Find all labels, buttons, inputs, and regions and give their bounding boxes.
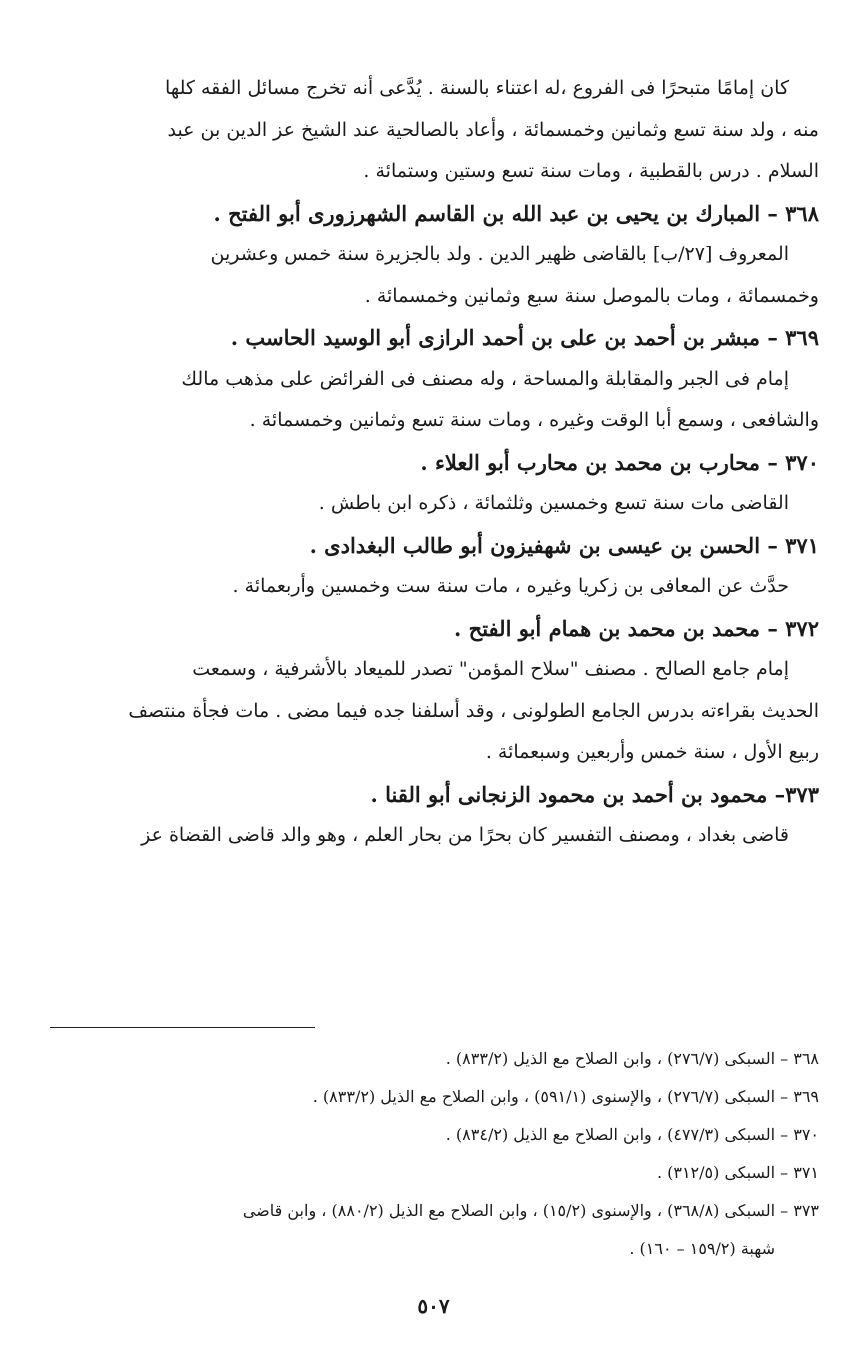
entry-373 bbox=[84, 774, 819, 857]
entry-title: ٣٧٢ – محمد بن محمد بن همام أبو الفتح . bbox=[454, 615, 819, 641]
page-number: ٥٠٧ bbox=[417, 1294, 450, 1318]
intro-paragraph bbox=[84, 68, 819, 193]
main-text bbox=[84, 68, 819, 857]
footnote-373: ٣٧٣ – السبكى (٣٦٨/٨) ، والإسنوى (١٥/٢) ، وابن الصلاح مع الذيل (٨٨٠/٢) ، وابن قاضى bbox=[242, 1201, 819, 1220]
entry-title: ٣٧٠ – محارب بن محمد بن محارب أبو العلاء . bbox=[420, 449, 819, 475]
text-line: كان إمامًا متبحرًا فى الفروع ،له اعتناء بالسنة . يُدَّعى أنه تخرج مسائل الفقه كلها bbox=[165, 77, 789, 99]
footnote-368: ٣٦٨ – السبكى (٢٧٦/٧) ، وابن الصلاح مع الذيل (٨٣٣/٢) . bbox=[445, 1049, 819, 1068]
text-line: إمام فى الجبر والمقابلة والمساحة ، وله مصنف فى الفرائض على مذهب مالك bbox=[181, 367, 789, 390]
entry-body bbox=[84, 359, 819, 442]
entry-body bbox=[84, 815, 819, 857]
footnotes bbox=[84, 1040, 819, 1268]
text-line: حدَّث عن المعافى بن زكريا وغيره ، مات سنة ست وخمسين وأربعمائة . bbox=[232, 575, 789, 597]
entry-title: ٣٦٨ – المبارك بن يحيى بن عبد الله بن القاسم الشهرزورى أبو الفتح . bbox=[213, 200, 819, 226]
entry-body bbox=[84, 566, 819, 608]
text-line: الحديث بقراءته بدرس الجامع الطولونى ، وقد أسلفنا جده فيما مضى . مات فجأة منتصف bbox=[128, 699, 819, 722]
entry-body bbox=[84, 483, 819, 525]
text-line: والشافعى ، وسمع أبا الوقت وغيره ، ومات سنة تسع وثمانين وخمسمائة . bbox=[249, 409, 819, 431]
entry-body bbox=[84, 234, 819, 317]
text-line: قاضى بغداد ، ومصنف التفسير كان بحرًا من بحار العلم ، وهو والد قاضى القضاة عز bbox=[141, 824, 789, 846]
entry-title: ٣٧١ – الحسن بن عيسى بن شهفيزون أبو طالب البغدادى . bbox=[309, 532, 819, 558]
entry-371 bbox=[84, 525, 819, 608]
text-line: منه ، ولد سنة تسع وثمانين وخمسمائة ، وأعاد بالصالحية عند الشيخ عز الدين بن عبد bbox=[167, 118, 819, 141]
entry-370 bbox=[84, 442, 819, 525]
footnote-371: ٣٧١ – السبكى (٣١٢/٥) . bbox=[656, 1163, 819, 1182]
entry-369 bbox=[84, 317, 819, 442]
footnote-369: ٣٦٩ – السبكى (٢٧٦/٧) ، والإسنوى (٥٩١/١) ، وابن الصلاح مع الذيل (٨٣٣/٢) . bbox=[312, 1087, 819, 1106]
footnote-divider bbox=[50, 1027, 315, 1028]
text-line: إمام جامع الصالح . مصنف "سلاح المؤمن" تصدر للميعاد بالأشرفية ، وسمعت bbox=[192, 658, 789, 680]
entry-body bbox=[84, 649, 819, 774]
text-line: ربيع الأول ، سنة خمس وأربعين وسبعمائة . bbox=[485, 741, 819, 763]
entry-368 bbox=[84, 193, 819, 318]
text-line: المعروف [٢٧/ب] بالقاضى ظهير الدين . ولد بالجزيرة سنة خمس وعشرين bbox=[210, 243, 789, 265]
entry-title: ٣٧٣– محمود بن أحمد بن محمود الزنجانى أبو القنا . bbox=[370, 781, 819, 807]
entry-372 bbox=[84, 608, 819, 774]
entry-title: ٣٦٩ – مبشر بن أحمد بن على بن أحمد الرازى أبو الوسيد الحاسب . bbox=[230, 325, 819, 350]
text-line: السلام . درس بالقطبية ، ومات سنة تسع وستين وستمائة . bbox=[363, 160, 819, 182]
footnote-373-continuation: شهبة (١٥٩/٢ – ١٦٠) . bbox=[629, 1239, 775, 1258]
footnote-370: ٣٧٠ – السبكى (٤٧٧/٣) ، وابن الصلاح مع الذيل (٨٣٤/٢) . bbox=[445, 1125, 819, 1144]
text-line: القاضى مات سنة تسع وخمسين وثلثمائة ، ذكره ابن باطش . bbox=[318, 492, 789, 514]
text-line: وخمسمائة ، ومات بالموصل سنة سبع وثمانين وخمسمائة . bbox=[364, 284, 819, 307]
